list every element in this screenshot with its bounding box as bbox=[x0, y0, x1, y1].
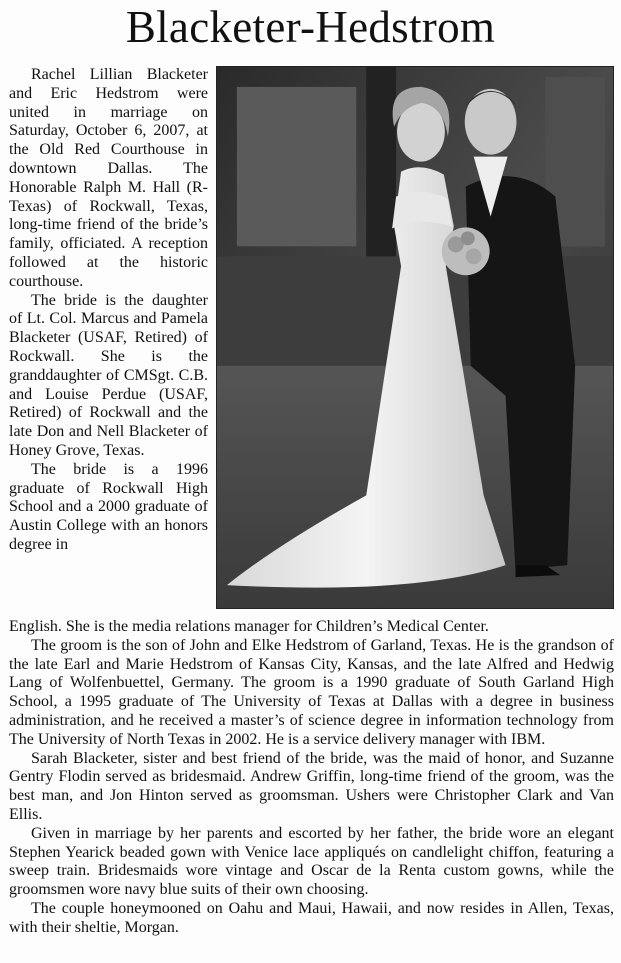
paragraph-bride-career: English. She is the media relations manager for Children’s Medical Center. bbox=[9, 618, 489, 635]
headline: Blacketer-Hedstrom bbox=[125, 2, 496, 52]
paragraph-attire: Given in marriage by her parents and escorted by her father, the bride wore an elegant Stephen Yearick beaded gown with Venice lace appliqués on candlelight chiffon, featuring a sweep train. Bridesmaids wore vintage and Oscar de la Renta custom gowns, while the groomsmen wore navy blue suits of their own choosing. bbox=[9, 824, 614, 899]
paragraph-groom: The groom is the son of John and Elke Hedstrom of Garland, Texas. He is the grandson of the late Earl and Marie Hedstrom of Kansas City, Kansas, and the late Alfred and Hedwig Lang of Wolfenbuettel, Germany. The groom is a 1990 graduate of South Garland High School, a 1995 graduate of The University of Texas at Dallas with a degree in business administration, and he received a master’s of science degree in information technology from The University of North Texas in 2002. He is a service delivery manager with IBM. bbox=[9, 636, 614, 748]
article-column bbox=[9, 66, 208, 555]
paragraph-bride-family: The bride is the daughter of Lt. Col. Marcus and Pamela Blacketer (USAF, Retired) of Rockwall. She is the granddaughter of CMSgt. C.B. and Louise Perdue (USAF, Retired) of Rockwall and the late Don and Nell Blacketer of Honey Grove, Texas. bbox=[9, 291, 208, 459]
paragraph-wedding-party: Sarah Blacketer, sister and best friend of the bride, was the maid of honor, and Suzanne Gentry Flodin served as bridesmaid. Andrew Griffin, long-time friend of the groom, was the best man, and Jon Hinton served as groomsman. Ushers were Christopher Clark and Van Ellis. bbox=[9, 749, 614, 823]
article-body bbox=[9, 618, 614, 938]
paragraph-bride-education: The bride is a 1996 graduate of Rockwall High School and a 2000 graduate of Austin College with an honors degree in bbox=[9, 460, 208, 553]
paragraph-honeymoon: The couple honeymooned on Oahu and Maui, Hawaii, and now resides in Allen, Texas, with their sheltie, Morgan. bbox=[9, 899, 614, 936]
paragraph-announcement: Rachel Lillian Blacketer and Eric Hedstrom were united in marriage on Saturday, October 6, 2007, at the Old Red Courthouse in downtown Dallas. The Honorable Ralph M. Hall (R-Texas) of Rockwall, Texas, long-time friend of the bride’s family, officiated. A reception followed at the historic courthouse. bbox=[9, 66, 208, 290]
wedding-photo bbox=[216, 66, 614, 609]
